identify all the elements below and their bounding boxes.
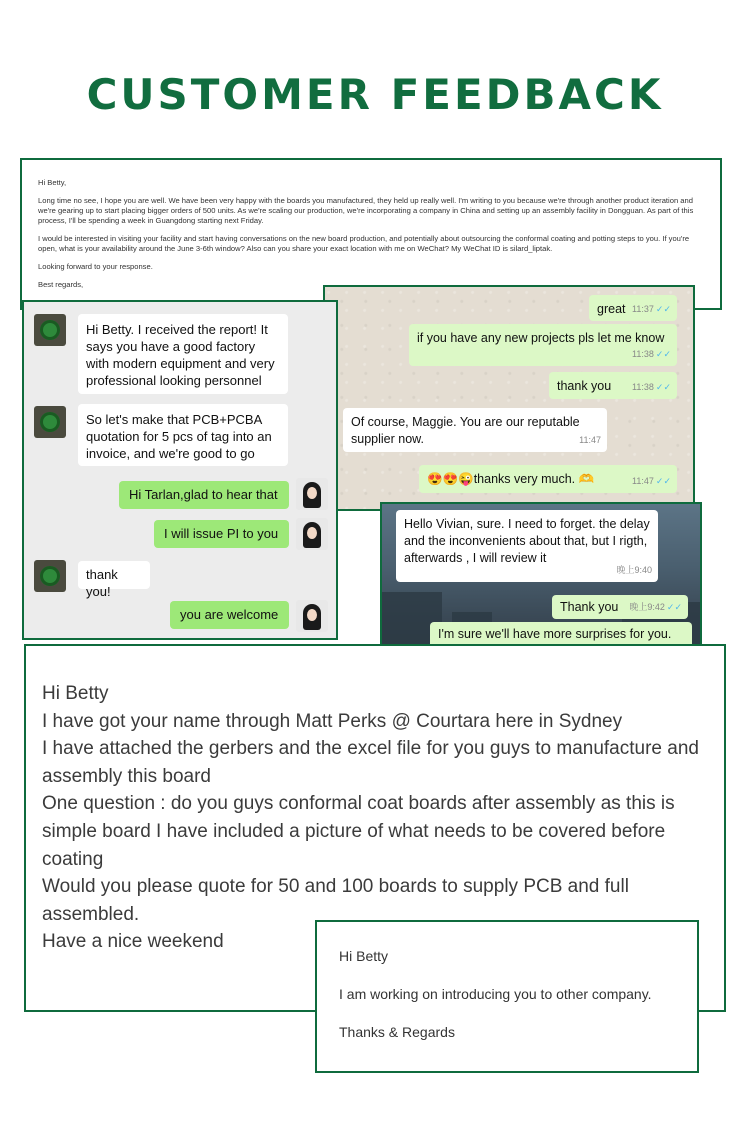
avatar [296, 518, 328, 550]
message-bubble [419, 465, 677, 493]
message-text: Hello Vivian, sure. I need to forget. the delay and the inconvenients about that, but I rigth, afterwards , I will review it [404, 517, 650, 565]
email-paragraph: I would be interested in visiting your facility and start having conversations on the new board production, and potentially about outsourcing the conformal coating and potting steps to you. If you're open, what is your availability around the June 3-6th window? Also can you share your exact location with me on WeChat? My WeChat ID is silard_liptak. [38, 234, 690, 253]
email-line: Hi Betty [42, 683, 109, 704]
wechat-city-chat-screenshot [380, 502, 702, 664]
message-bubble [409, 324, 677, 366]
message-bubble: Hi Betty. I received the report! It says you have a good factory with modern equipment and very professional looking personnel [78, 314, 288, 394]
message-time: 11:37 [632, 304, 654, 314]
message-bubble [589, 295, 677, 321]
read-ticks-icon: ✓✓ [666, 602, 682, 612]
email-line: I have attached the gerbers and the excel file for you guys to manufacture and assembly this board [42, 738, 699, 787]
page-title: CUSTOMER FEEDBACK [86, 70, 664, 119]
read-ticks-icon: ✓✓ [655, 349, 671, 359]
message-bubble: Hi Tarlan,glad to hear that [119, 481, 289, 509]
message-text: Of course, Maggie. You are our reputable supplier now. [351, 415, 580, 446]
message-bubble [343, 408, 607, 452]
message-time: 11:47 [579, 435, 601, 445]
message-bubble: So let's make that PCB+PCBA quotation for 5 pcs of tag into an invoice, and we're good to go [78, 404, 288, 466]
message-text: Thank you [560, 600, 619, 614]
message-bubble [549, 372, 677, 399]
message-bubble [396, 510, 658, 582]
email-greeting: Hi Betty, [38, 178, 67, 187]
message-bubble: I will issue PI to you [154, 520, 289, 548]
email-paragraph: Long time no see, I hope you are well. We have been very happy with the boards you manufactured, they held up really well. I'm writing to you because we're through another product iteration and we're gearing up to start placing bigger orders of 500 units. As we're scaling our production, we're incorporating a company in China and setting up an assembly facility in Dongguan. As part of this process, I'll be spending a week in Guangdong starting next Friday. [38, 196, 694, 225]
message-bubble: you are welcome [170, 601, 289, 629]
avatar [296, 478, 328, 510]
email-line: I have got your name through Matt Perks @ Courtara here in Sydney [42, 710, 623, 732]
email-line: Have a nice weekend [42, 931, 224, 953]
avatar [34, 314, 66, 346]
avatar [296, 600, 328, 632]
email-screenshot-3 [315, 920, 699, 1073]
avatar [34, 560, 66, 592]
email-signoff: Thanks & Regards [339, 1024, 455, 1040]
message-text: 😍😍😜thanks very much. 🫶 [427, 472, 595, 486]
message-time: 11:47 [632, 476, 654, 486]
read-ticks-icon: ✓✓ [655, 304, 671, 314]
message-time: 晚上9:42 [629, 602, 665, 612]
email-signoff: Best regards, [38, 280, 84, 289]
wechat-chat-screenshot [22, 300, 338, 640]
message-text: great [597, 302, 626, 316]
message-bubble: thank you! [78, 561, 150, 589]
whatsapp-chat-screenshot [323, 285, 695, 511]
message-time: 11:38 [632, 382, 654, 392]
email-body: I am working on introducing you to other company. [339, 986, 652, 1002]
email-line: Would you please quote for 50 and 100 boards to supply PCB and full assembled. [42, 876, 629, 925]
message-text: thank you [557, 379, 612, 393]
read-ticks-icon: ✓✓ [655, 476, 671, 486]
avatar [34, 406, 66, 438]
email-greeting: Hi Betty [339, 948, 389, 964]
message-bubble [552, 595, 688, 619]
message-text: if you have any new projects pls let me know [417, 331, 665, 345]
message-text: I'm sure we'll have more surprises for you. [438, 627, 672, 641]
email-paragraph: Looking forward to your response. [38, 262, 153, 271]
read-ticks-icon: ✓✓ [655, 382, 671, 392]
message-time: 11:38 [632, 349, 654, 359]
message-time: 晚上9:40 [616, 565, 652, 575]
email-line: One question : do you guys conformal coat boards after assembly as this is simple board I have included a picture of what needs to be covered before coating [42, 793, 675, 870]
